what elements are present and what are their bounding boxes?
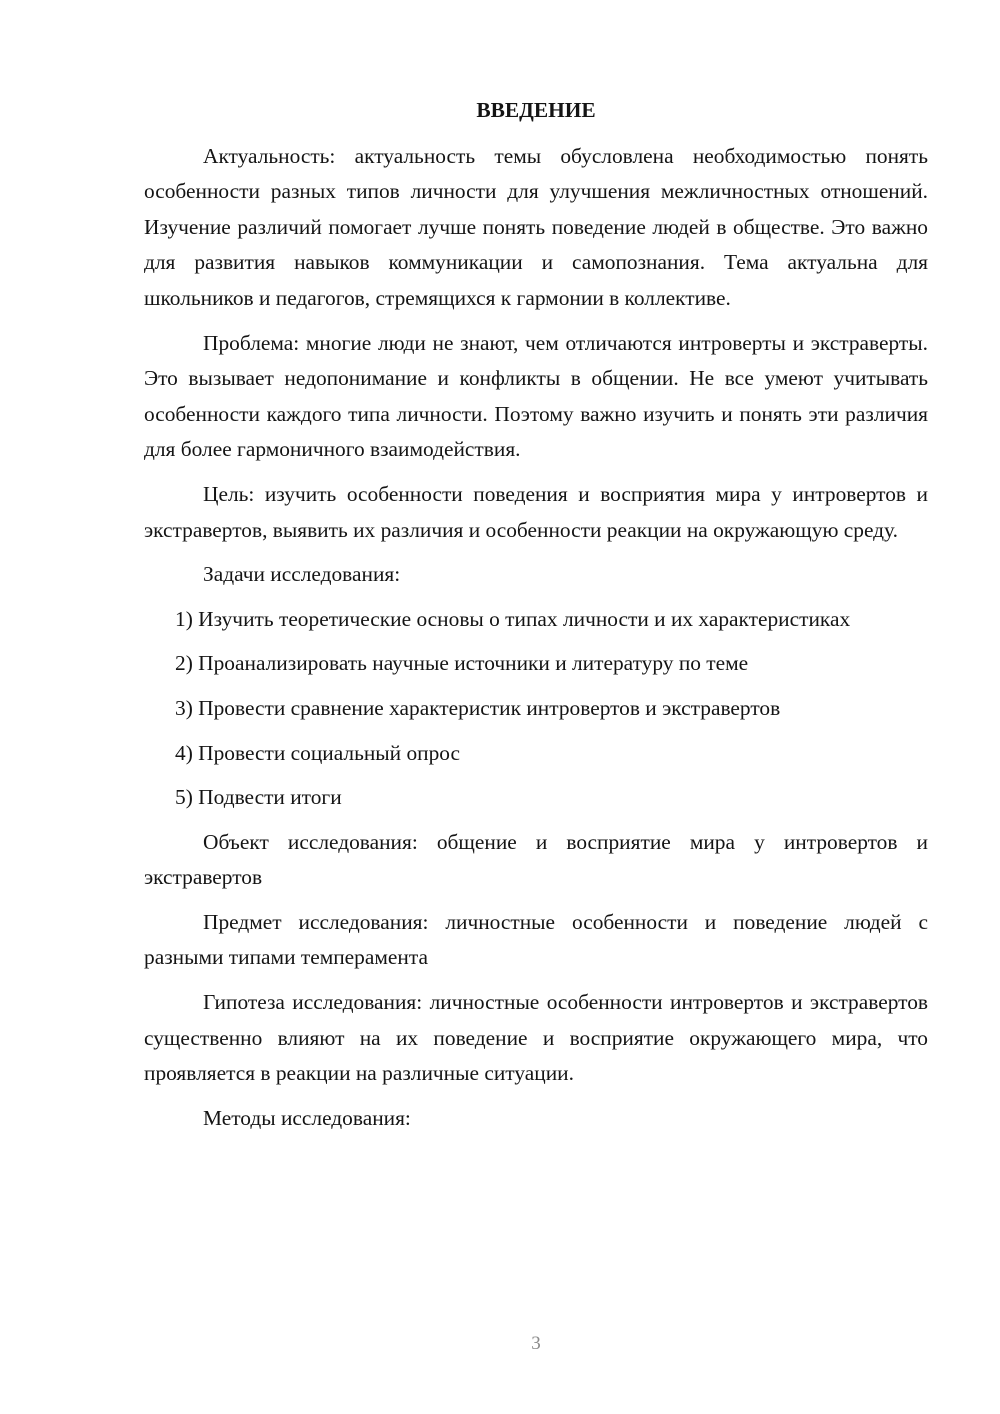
page-number: 3 xyxy=(531,1333,541,1354)
page-title: ВВЕДЕНИЕ xyxy=(476,98,596,122)
object-paragraph: Объект исследования: общение и восприятие мира у интровертов и экстравертов xyxy=(144,829,928,890)
task-item: 1) Изучить теоретические основы о типах личности и их характеристиках xyxy=(175,606,851,631)
hypothesis-paragraph: Гипотеза исследования: личностные особенности интровертов и экстравертов существенно влияют на их поведение и восприятие окружающего мира, что проявляется в реакции на различные ситуации. xyxy=(144,990,928,1086)
task-item: 5) Подвести итоги xyxy=(175,785,342,810)
methods-heading: Методы исследования: xyxy=(203,1105,411,1130)
task-item: 2) Проанализировать научные источники и литературу по теме xyxy=(175,651,749,676)
relevance-paragraph: Актуальность: актуальность темы обусловлена необходимостью понять особенности разных типов личности для улучшения межличностных отношений. Изучение различий помогает лучше понять поведение людей в обществе. Это важно для развития навыков коммуникации и самопознания. Тема актуальна для школьников и педагогов, стремящихся к гармонии в коллективе. xyxy=(144,143,928,310)
tasks-heading: Задачи исследования: xyxy=(203,562,401,587)
problem-paragraph: Проблема: многие люди не знают, чем отличаются интроверты и экстраверты. Это вызывает недопонимание и конфликты в общении. Не все умеют учитывать особенности каждого типа личности. Поэтому важно изучить и понять эти различия для более гармоничного взаимодействия. xyxy=(144,330,928,462)
goal-paragraph: Цель: изучить особенности поведения и восприятия мира у интровертов и экстравертов, выявить их различия и особенности реакции на окружающую среду. xyxy=(144,481,928,542)
task-item: 4) Провести социальный опрос xyxy=(175,740,461,765)
task-item: 3) Провести сравнение характеристик интровертов и экстравертов xyxy=(175,695,781,720)
subject-paragraph: Предмет исследования: личностные особенности и поведение людей с разными типами темперамента xyxy=(144,909,928,970)
page-content xyxy=(144,93,928,1145)
